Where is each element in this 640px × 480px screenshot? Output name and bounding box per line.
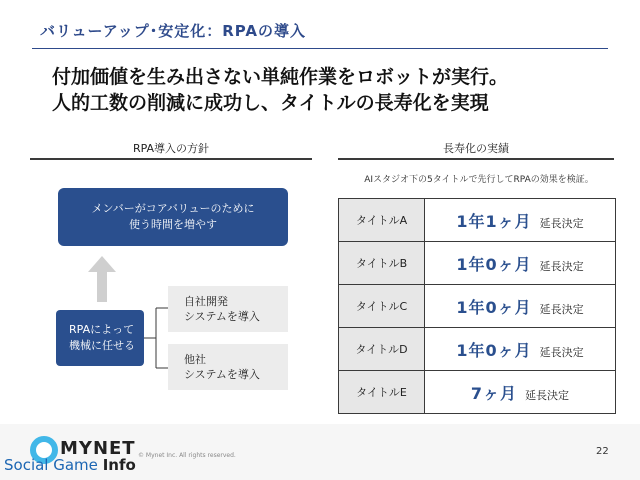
row-status: 延長決定 (525, 388, 570, 402)
headline-line-2: 人的工数の削減に成功し、タイトルの長寿化を実現 (52, 92, 489, 114)
rpa-box (56, 310, 144, 366)
copyright: © Mynet Inc. All rights reserved. (138, 452, 236, 459)
row-value (425, 328, 616, 371)
up-arrow-icon (88, 256, 116, 302)
row-title: タイトルA (339, 199, 425, 242)
goal-box (58, 188, 288, 246)
right-section-rule (338, 158, 614, 160)
row-duration: 1年1ヶ月 (456, 211, 532, 231)
row-title: タイトルD (339, 328, 425, 371)
results-table (338, 198, 616, 414)
right-note: AIスタジオ下の5タイトルで先行してRPAの効果を検証。 (364, 175, 594, 185)
row-value (425, 242, 616, 285)
watermark-part-1: Social Game (4, 456, 98, 474)
left-section-title: RPA導入の方針 (132, 142, 210, 155)
table-row (339, 371, 616, 414)
row-title: タイトルB (339, 242, 425, 285)
table-row (339, 199, 616, 242)
row-duration: 1年0ヶ月 (456, 340, 532, 360)
row-value (425, 371, 616, 414)
left-section-rule (30, 158, 312, 160)
option-box-in-house (168, 286, 288, 332)
option2-line-2: システムを導入 (184, 368, 260, 381)
option1-line-2: システムを導入 (184, 310, 260, 323)
row-title: タイトルC (339, 285, 425, 328)
logo-text: MYNET (60, 438, 136, 459)
table-row (339, 328, 616, 371)
header-title: バリューアップ･安定化：RPAの導入 (40, 22, 307, 40)
row-value (425, 285, 616, 328)
option1-line-1: 自社開発 (184, 295, 228, 308)
option2-line-1: 他社 (184, 353, 206, 366)
watermark-part-2: Info (102, 456, 136, 474)
row-value (425, 199, 616, 242)
rpa-line-1: RPAによって (69, 323, 135, 336)
table-row (339, 242, 616, 285)
header-rule (32, 48, 608, 49)
row-duration: 1年0ヶ月 (456, 254, 532, 274)
headline (52, 64, 508, 116)
option-box-third-party (168, 344, 288, 390)
row-status: 延長決定 (539, 216, 584, 230)
row-status: 延長決定 (539, 345, 584, 359)
rpa-line-2: 機械に任せる (69, 339, 135, 352)
row-duration: 1年0ヶ月 (456, 297, 532, 317)
headline-line-1: 付加価値を生み出さない単純作業をロボットが実行。 (52, 66, 509, 88)
row-duration: 7ヶ月 (470, 383, 518, 403)
watermark (4, 456, 136, 474)
goal-line-2: 使う時間を増やす (129, 218, 217, 231)
right-section-title: 長寿化の実績 (443, 142, 509, 155)
table-row (339, 285, 616, 328)
row-status: 延長決定 (539, 259, 584, 273)
goal-line-1: メンバーがコアバリューのために (91, 202, 255, 215)
row-status: 延長決定 (539, 302, 584, 316)
page-number: 22 (596, 446, 609, 457)
row-title: タイトルE (339, 371, 425, 414)
